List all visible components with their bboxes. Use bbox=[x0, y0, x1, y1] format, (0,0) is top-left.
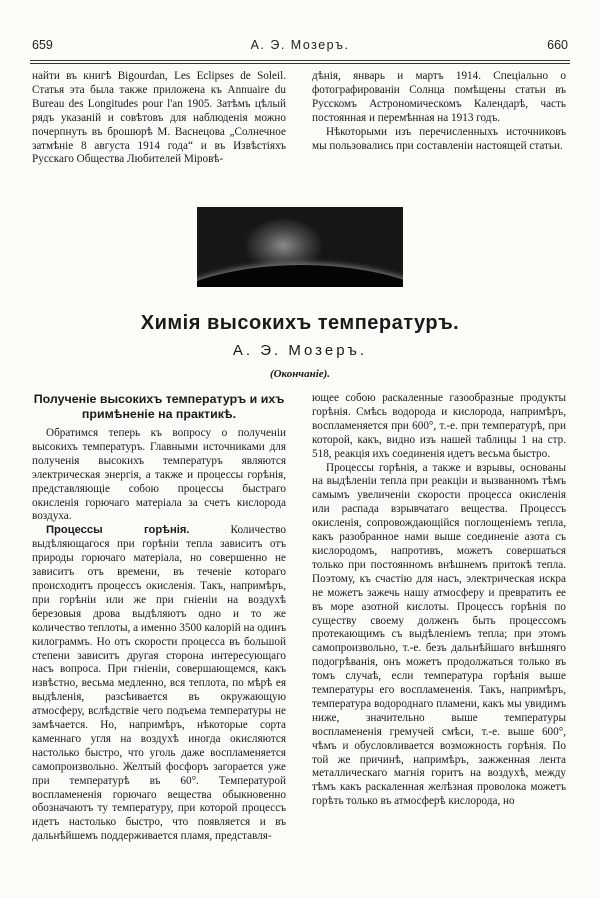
article-title: Химія высокихъ температуръ. bbox=[140, 312, 460, 334]
top-right-column bbox=[312, 70, 566, 153]
article-author: А. Э. Мозеръ. bbox=[232, 342, 368, 359]
right-paragraph-2: Процессы горѣнія, а также и взрывы, основаны на выдѣленіи тепла при реакціи и вызванномъ тѣмъ самымъ увеличеніи скорости процесса окисленія или распада взрывчатаго вещества. Процессъ окисленія, сопровождающійся поглощеніемъ тепла, какъ разобранное нами выше соединеніе азота съ кислородомъ, напротивъ, можетъ совершаться только при постоянномъ внѣшнемъ притокѣ тепла. Поэтому, къ счастію для насъ, электрическая искра не можетъ зажечь нашу атмосферу и превратить ее въ море азотной кислоты. Процессъ горѣнія по существу своему долженъ быть процессомъ протекающимъ съ выдѣленіемъ тепла; при этомъ самопроизвольно, т.-е. безъ дальнѣйшаго внѣшняго подогрѣванія, онъ можетъ продолжаться только въ томъ случаѣ, если температура горѣнія выше температуры его воспламененія. Такъ, напримѣръ, температура водороднаго пламени, какъ мы увидимъ ниже, значительно выше температуры воспламененія гремучей смѣси, т.-е. выше 600°, чѣмъ и обусловливается возможность горѣнія. По той же причинѣ, напримѣръ, зажженная лента металлическаго магнія горитъ на воздухѣ, между тѣмъ какъ раскаленная желѣзная проволока можетъ горѣть только въ атмосферѣ кислорода, но bbox=[312, 461, 566, 808]
left-paragraph-2 bbox=[32, 524, 286, 844]
header-rule bbox=[30, 60, 570, 61]
header-rule-double bbox=[30, 63, 570, 64]
right-body-column bbox=[312, 392, 566, 809]
right-paragraph-1: ющее собою раскаленные газообразные продукты горѣнія. Смѣсь водорода и кислорода, напримѣръ, воспламеняется при 600°, т.-е. при температурѣ, при которой, какъ, видно изъ нашей таблицы 1 на стр. 518, реакція ихъ соединенія идетъ весьма быстро. bbox=[312, 392, 566, 460]
section-heading: Полученіе высокихъ температуръ и ихъ примѣненіе на практикѣ. bbox=[33, 392, 285, 421]
running-title: А. Э. Мозеръ. bbox=[250, 38, 350, 52]
top-right-paragraph-1: дѣнія, январь и мартъ 1914. Спеціально о фотографированіи Солнца помѣщены статьи въ Русскомъ Астрономическомъ Календарѣ, часть постоянная и перемѣнная на 1913 годъ. bbox=[312, 70, 566, 124]
article-note: (Окончаніе). bbox=[269, 368, 331, 380]
running-header bbox=[32, 38, 568, 58]
run-in-heading: Процессы горѣнія. bbox=[46, 524, 190, 537]
left-paragraph-2-text: Количество выдѣляющагося при горѣніи тепла зависитъ отъ природы горючаго матеріала, но совершенно не зависитъ отъ времени, въ теченіе котораго происходитъ процессъ окисленія. Такъ, напримѣръ, при горѣніи или же при гніеніи на воздухѣ березовыя дрова выдѣляютъ одно и то же количество теплоты, а именно 3500 калорій на одинъ килограммъ. Но отъ скорости процесса въ большой степени зависитъ другая сторона интересующаго насъ вопроса. При гніеніи, совершающемся, какъ извѣстно, весьма медленно, вся теплота, по мѣрѣ ея выдѣленія, разсѣивается въ окружающую атмосферу, вслѣдствіе чего подъема температуры не замѣчается. Но, напримѣръ, нѣкоторые сорта каменнаго угля на воздухѣ иногда окисляются настолько быстро, что уголь даже воспламеняется самопроизвольно. Желтый фосфоръ загорается уже при температурѣ въ 60°. Температурой воспламененія горючаго вещества обыкновенно обозначаютъ ту температуру, при которой процессъ идетъ настолько быстро, что появляется и въ дальнѣйшемъ поддерживается пламя, представля- bbox=[32, 524, 286, 843]
page-number-right: 660 bbox=[547, 38, 568, 52]
top-right-paragraph-2: Нѣкоторыми изъ перечисленныхъ источниковъ мы пользовались при составленіи настоящей статьи. bbox=[312, 125, 566, 152]
solar-limb bbox=[197, 265, 403, 287]
top-left-paragraph: найти въ книгѣ Bigourdan, Les Eclipses de Soleil. Статья эта была также приложена къ Annuaire du Bureau des Longitudes pour l'an 1905. Затѣмъ цѣлый рядъ указаній и совѣтовъ для наблюденія можно почерпнуть въ брошюрѣ М. Васнецова „Солнечное затмѣніе 8 августа 1914 года“ и въ Извѣстіяхъ Русскаго Общества Любителей Міровѣ- bbox=[32, 70, 286, 166]
page-number-left: 659 bbox=[32, 38, 53, 52]
left-paragraph-1: Обратимся теперь къ вопросу о полученіи высокихъ температуръ. Главными источниками для полученія высокихъ температуръ являются электрическая энергія, а также и процессы горѣнія, представляющіе собою процессы быстраго окисленія горючаго матеріала за счетъ кислорода воздуха. bbox=[32, 427, 286, 523]
solar-prominence-photo bbox=[197, 207, 403, 287]
top-left-column bbox=[32, 70, 286, 167]
left-body-column bbox=[32, 392, 286, 844]
